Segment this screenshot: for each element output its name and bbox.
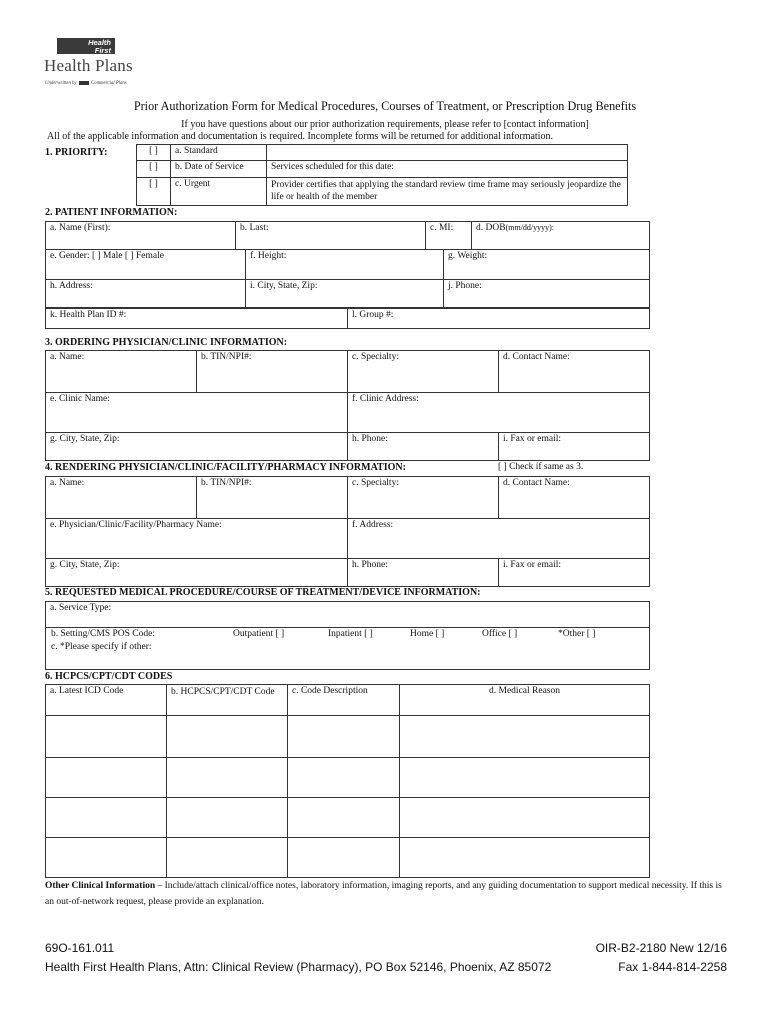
priority-date-of-service-label: b. Date of Service [171, 161, 267, 178]
codes-description-cell[interactable] [288, 758, 400, 798]
priority-urgent-checkbox[interactable]: [ ] [137, 178, 171, 206]
patient-dob-label: d. DOB [476, 223, 506, 233]
service-type-field[interactable]: a. Service Type: [46, 602, 650, 628]
setting-office-checkbox[interactable]: Office [ ] [482, 629, 518, 639]
rendering-phone-field[interactable]: h. Phone: [348, 559, 499, 587]
patient-table-row4 [45, 308, 650, 329]
rendering-contact-name-field[interactable]: d. Contact Name: [499, 477, 650, 519]
logo-tagline [45, 81, 127, 86]
priority-urgent-label: c. Urgent [171, 178, 267, 206]
rendering-address-field[interactable]: f. Address: [348, 519, 650, 559]
form-subtitle-required: All of the applicable information and documentation is required. Incomplete forms will be returned for additional information. [47, 131, 553, 142]
codes-row [46, 798, 650, 838]
logo-badge-line2: First [94, 46, 111, 55]
codes-icd-cell[interactable] [46, 798, 167, 838]
patient-phone-field[interactable]: j. Phone: [444, 280, 650, 308]
patient-table-row2 [45, 249, 650, 308]
codes-col-icd-header: a. Latest ICD Code [46, 685, 167, 716]
form-title: Prior Authorization Form for Medical Procedures, Courses of Treatment, or Prescription Drug Benefits [133, 99, 637, 113]
ordering-city-field[interactable]: g. City, State, Zip: [46, 433, 348, 461]
codes-reason-cell[interactable] [400, 758, 650, 798]
footer-mailing-address: Health First Health Plans, Attn: Clinical Review (Pharmacy), PO Box 52146, Phoenix, AZ 85072 [45, 960, 552, 974]
rendering-facility-name-field[interactable]: e. Physician/Clinic/Facility/Pharmacy Name: [46, 519, 348, 559]
codes-table [45, 684, 650, 878]
codes-col-reason-header: d. Medical Reason [400, 685, 650, 716]
health-first-logo-badge [57, 38, 115, 54]
footer-rule-code: 69O-161.011 [45, 941, 115, 955]
patient-group-field[interactable]: l. Group #: [348, 309, 650, 329]
ordering-fax-field[interactable]: i. Fax or email: [499, 433, 650, 461]
ordering-specialty-field[interactable]: c. Specialty: [348, 351, 499, 393]
patient-city-field[interactable]: i. City, State, Zip: [246, 280, 444, 308]
codes-icd-cell[interactable] [46, 838, 167, 878]
codes-hcpcs-cell[interactable] [167, 838, 288, 878]
form-subtitle-contact: If you have questions about our prior authorization requirements, please refer to [contact information] [181, 119, 589, 130]
priority-standard-checkbox[interactable]: [ ] [137, 145, 171, 161]
ordering-clinic-address-field[interactable]: f. Clinic Address: [348, 393, 650, 433]
patient-first-name-field[interactable]: a. Name (First): [46, 222, 236, 250]
requested-table [45, 601, 650, 670]
codes-icd-cell[interactable] [46, 716, 167, 758]
codes-reason-cell[interactable] [400, 798, 650, 838]
rendering-table [45, 476, 650, 587]
priority-table [136, 144, 628, 206]
rendering-fax-field[interactable]: i. Fax or email: [499, 559, 650, 587]
patient-health-plan-id-field[interactable]: k. Health Plan ID #: [46, 309, 348, 329]
setting-other-checkbox[interactable]: *Other [ ] [558, 629, 596, 639]
logo-mini-mark [79, 81, 89, 85]
codes-description-cell[interactable] [288, 838, 400, 878]
patient-last-name-field[interactable]: b. Last: [236, 222, 426, 250]
priority-standard-label: a. Standard [171, 145, 267, 161]
codes-col-description-header: c. Code Description [288, 685, 400, 716]
ordering-heading: 3. ORDERING PHYSICIAN/CLINIC INFORMATION: [45, 337, 288, 348]
setting-field [46, 628, 650, 670]
patient-height-field[interactable]: f. Height: [246, 250, 444, 280]
patient-mi-field[interactable]: c. MI: [426, 222, 472, 250]
specify-other-field[interactable]: c. *Please specify if other: [51, 642, 152, 652]
codes-hcpcs-cell[interactable] [167, 758, 288, 798]
ordering-table [45, 350, 650, 461]
patient-gender-field[interactable]: e. Gender: [ ] Male [ ] Female [46, 250, 246, 280]
codes-reason-cell[interactable] [400, 838, 650, 878]
patient-heading: 2. PATIENT INFORMATION: [45, 207, 178, 218]
logo-badge-line1: Health [88, 38, 111, 47]
codes-hcpcs-cell[interactable] [167, 798, 288, 838]
footer-form-id: OIR-B2-2180 New 12/16 [595, 941, 727, 955]
logo-tagline-pre: Underwritten by [45, 81, 77, 87]
setting-label: b. Setting/CMS POS Code: [51, 629, 155, 639]
ordering-contact-name-field[interactable]: d. Contact Name: [499, 351, 650, 393]
ordering-name-field[interactable]: a. Name: [46, 351, 197, 393]
codes-row [46, 716, 650, 758]
rendering-same-as-3-checkbox[interactable]: [ ] Check if same as 3. [498, 462, 584, 472]
footer-fax: Fax 1-844-814-2258 [618, 960, 727, 974]
logo-name: Health Plans [44, 56, 133, 75]
priority-date-of-service-field[interactable]: Services scheduled for this date: [267, 161, 628, 178]
rendering-city-field[interactable]: g. City, State, Zip: [46, 559, 348, 587]
codes-icd-cell[interactable] [46, 758, 167, 798]
codes-row [46, 758, 650, 798]
other-clinical-info-text: – Include/attach clinical/office notes, laboratory information, imaging reports, and any guiding documentation to support medical necessity. If this is an out-of-network request, please provide an explanation. [45, 881, 722, 907]
setting-outpatient-checkbox[interactable]: Outpatient [ ] [233, 629, 285, 639]
requested-heading: 5. REQUESTED MEDICAL PROCEDURE/COURSE OF TREATMENT/DEVICE INFORMATION: [45, 587, 481, 598]
rendering-name-field[interactable]: a. Name: [46, 477, 197, 519]
patient-weight-field[interactable]: g. Weight: [444, 250, 650, 280]
priority-standard-note [267, 145, 628, 161]
patient-dob-format: (mm/dd/yyyy): [505, 223, 555, 232]
codes-row [46, 838, 650, 878]
priority-heading: 1. PRIORITY: [45, 147, 108, 158]
priority-date-of-service-checkbox[interactable]: [ ] [137, 161, 171, 178]
rendering-heading: 4. RENDERING PHYSICIAN/CLINIC/FACILITY/PHARMACY INFORMATION: [45, 462, 406, 473]
logo-tagline-post: Commercial Plans [90, 81, 127, 87]
setting-home-checkbox[interactable]: Home [ ] [410, 629, 445, 639]
other-clinical-info-label: Other Clinical Information [45, 881, 156, 891]
codes-heading: 6. HCPCS/CPT/CDT CODES [45, 671, 173, 682]
rendering-specialty-field[interactable]: c. Specialty: [348, 477, 499, 519]
ordering-tin-npi-field[interactable]: b. TIN/NPI#: [197, 351, 348, 393]
ordering-clinic-name-field[interactable]: e. Clinic Name: [46, 393, 348, 433]
patient-table-row1 [45, 221, 650, 250]
codes-description-cell[interactable] [288, 798, 400, 838]
patient-dob-field[interactable] [472, 222, 650, 250]
codes-description-cell[interactable] [288, 716, 400, 758]
priority-urgent-note: Provider certifies that applying the standard review time frame may seriously jeopardize the life or health of the member [267, 178, 628, 206]
codes-hcpcs-cell[interactable] [167, 716, 288, 758]
ordering-phone-field[interactable]: h. Phone: [348, 433, 499, 461]
rendering-tin-npi-field[interactable]: b. TIN/NPI#: [197, 477, 348, 519]
patient-address-field[interactable]: h. Address: [46, 280, 246, 308]
codes-col-hcpcs-header: b. HCPCS/CPT/CDT Code [167, 685, 288, 716]
codes-reason-cell[interactable] [400, 716, 650, 758]
setting-inpatient-checkbox[interactable]: Inpatient [ ] [328, 629, 373, 639]
other-clinical-info-note [45, 878, 725, 910]
